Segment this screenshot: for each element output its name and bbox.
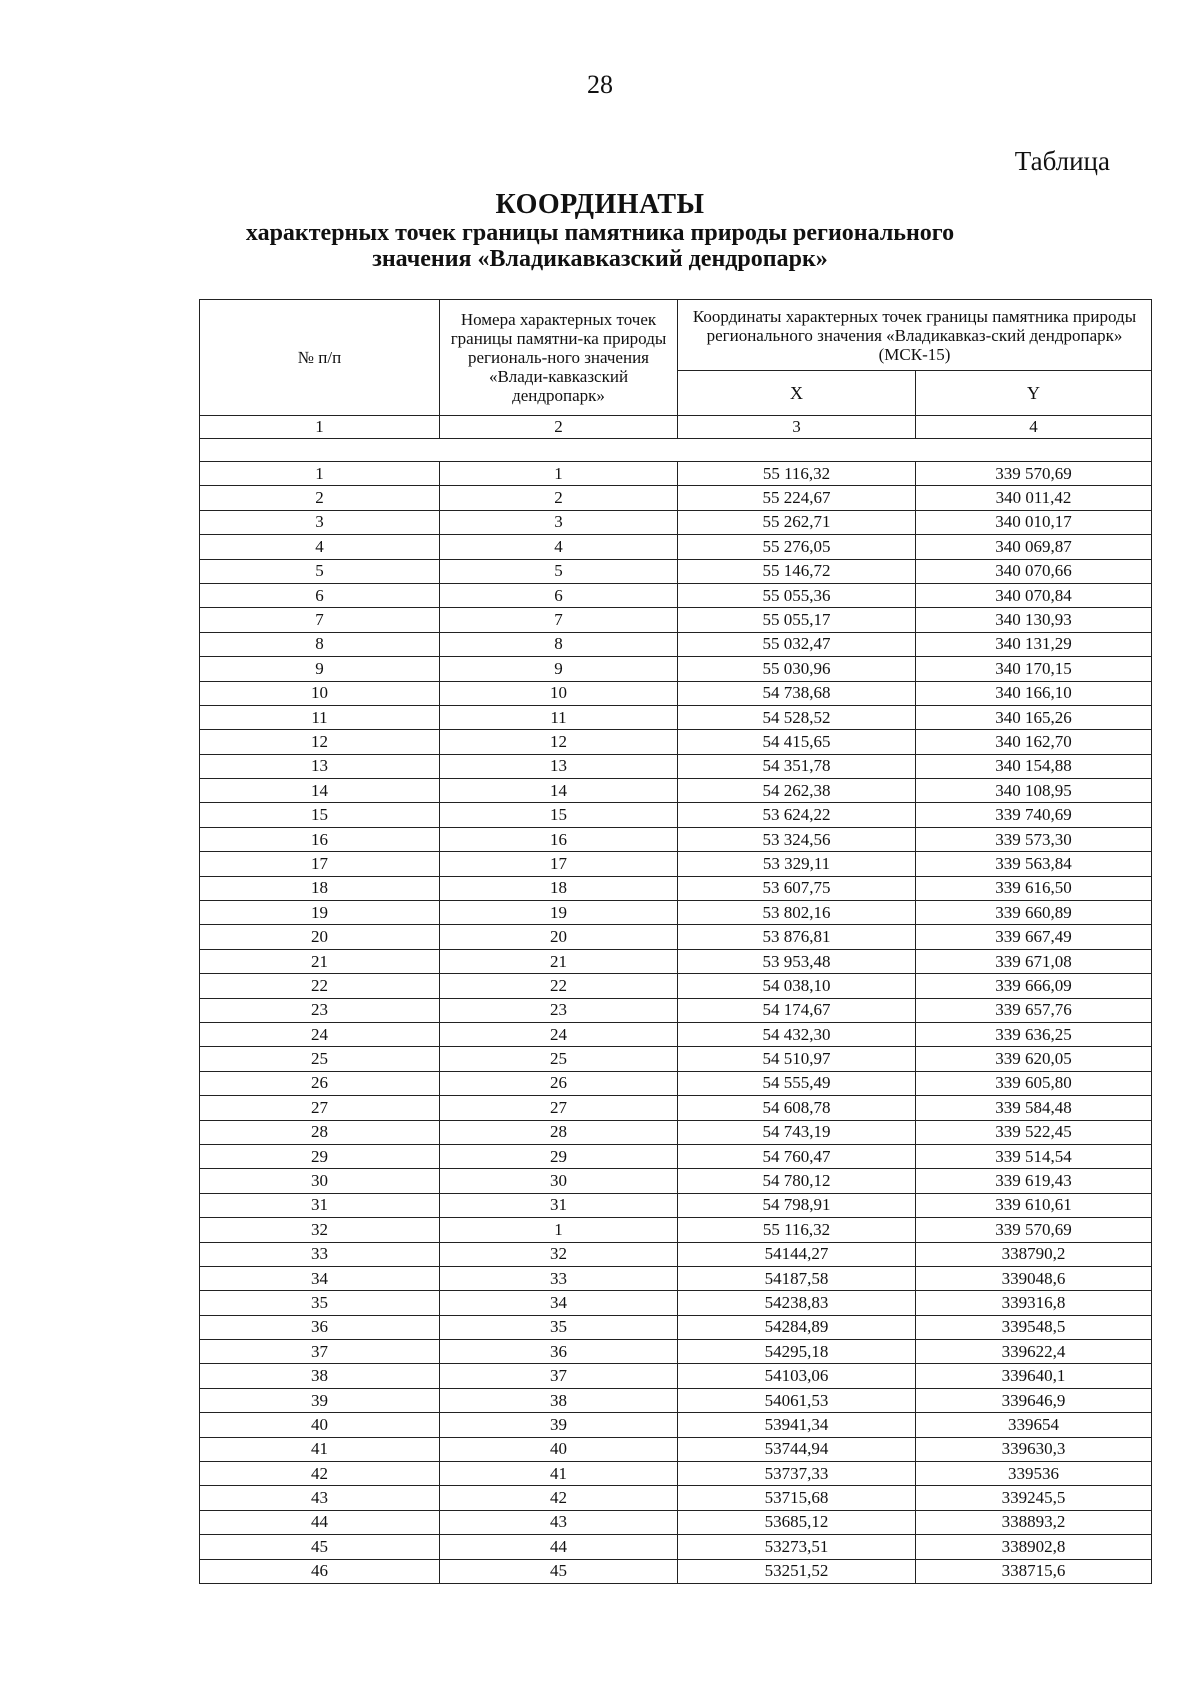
row-number-cell: 9 [200, 657, 440, 681]
row-number-cell: 43 [200, 1486, 440, 1510]
row-number-cell: 6 [200, 583, 440, 607]
table-row [200, 1071, 1152, 1095]
x-coordinate-cell: 55 116,32 [678, 462, 916, 486]
table-row [200, 1266, 1152, 1290]
y-coordinate-cell: 339 573,30 [916, 827, 1152, 851]
title-line-1: КООРДИНАТЫ [495, 189, 705, 220]
table-row [200, 1047, 1152, 1071]
table-row [200, 1559, 1152, 1583]
row-number-cell: 40 [200, 1413, 440, 1437]
row-number-cell: 12 [200, 730, 440, 754]
x-coordinate-cell: 53 953,48 [678, 949, 916, 973]
point-number-cell: 2 [440, 486, 678, 510]
header-point-number: Номера характерных точек границы памятни-ка природы региональ-ного значения «Влади-кавказский дендропарк» [440, 300, 678, 416]
title-line-3: значения «Владикавказский дендропарк» [372, 246, 828, 272]
table-row [200, 876, 1152, 900]
x-coordinate-cell: 53737,33 [678, 1462, 916, 1486]
y-coordinate-cell: 339646,9 [916, 1388, 1152, 1412]
table-row [200, 1437, 1152, 1461]
table-row [200, 1022, 1152, 1046]
point-number-cell: 45 [440, 1559, 678, 1583]
y-coordinate-cell: 339 616,50 [916, 876, 1152, 900]
y-coordinate-cell: 340 162,70 [916, 730, 1152, 754]
table-row [200, 1193, 1152, 1217]
table-row [200, 1144, 1152, 1168]
point-number-cell: 5 [440, 559, 678, 583]
table-row [200, 608, 1152, 632]
table-row [200, 949, 1152, 973]
x-coordinate-cell: 53 324,56 [678, 827, 916, 851]
x-coordinate-cell: 55 146,72 [678, 559, 916, 583]
x-coordinate-cell: 54 760,47 [678, 1144, 916, 1168]
point-number-cell: 39 [440, 1413, 678, 1437]
x-coordinate-cell: 53744,94 [678, 1437, 916, 1461]
point-number-cell: 15 [440, 803, 678, 827]
table-row [200, 1291, 1152, 1315]
row-number-cell: 11 [200, 705, 440, 729]
row-number-cell: 33 [200, 1242, 440, 1266]
x-coordinate-cell: 54295,18 [678, 1340, 916, 1364]
x-coordinate-cell: 53 607,75 [678, 876, 916, 900]
y-coordinate-cell: 340 166,10 [916, 681, 1152, 705]
point-number-cell: 36 [440, 1340, 678, 1364]
row-number-cell: 15 [200, 803, 440, 827]
point-number-cell: 9 [440, 657, 678, 681]
table-row [200, 1413, 1152, 1437]
table-row [200, 462, 1152, 486]
table-row [200, 1315, 1152, 1339]
y-coordinate-cell: 340 070,66 [916, 559, 1152, 583]
table-row [200, 1486, 1152, 1510]
y-coordinate-cell: 339048,6 [916, 1266, 1152, 1290]
x-coordinate-cell: 54 780,12 [678, 1169, 916, 1193]
y-coordinate-cell: 340 170,15 [916, 657, 1152, 681]
y-coordinate-cell: 339 570,69 [916, 1218, 1152, 1242]
table-row [200, 803, 1152, 827]
y-coordinate-cell: 339548,5 [916, 1315, 1152, 1339]
y-coordinate-cell: 339 660,89 [916, 901, 1152, 925]
coordinates-table [199, 299, 1152, 1584]
y-coordinate-cell: 339 522,45 [916, 1120, 1152, 1144]
y-coordinate-cell: 339 605,80 [916, 1071, 1152, 1095]
x-coordinate-cell: 53685,12 [678, 1510, 916, 1534]
x-coordinate-cell: 54 174,67 [678, 998, 916, 1022]
row-number-cell: 13 [200, 754, 440, 778]
x-coordinate-cell: 55 032,47 [678, 632, 916, 656]
y-coordinate-cell: 339 740,69 [916, 803, 1152, 827]
x-coordinate-cell: 55 055,17 [678, 608, 916, 632]
point-number-cell: 34 [440, 1291, 678, 1315]
point-number-cell: 41 [440, 1462, 678, 1486]
point-number-cell: 17 [440, 852, 678, 876]
x-coordinate-cell: 54 555,49 [678, 1071, 916, 1095]
y-coordinate-cell: 339622,4 [916, 1340, 1152, 1364]
table-row [200, 1340, 1152, 1364]
x-coordinate-cell: 54 798,91 [678, 1193, 916, 1217]
coordinates-table-body [200, 462, 1152, 1584]
point-number-cell: 32 [440, 1242, 678, 1266]
table-row [200, 705, 1152, 729]
x-coordinate-cell: 54284,89 [678, 1315, 916, 1339]
x-coordinate-cell: 54 415,65 [678, 730, 916, 754]
point-number-cell: 33 [440, 1266, 678, 1290]
x-coordinate-cell: 54 528,52 [678, 705, 916, 729]
row-number-cell: 20 [200, 925, 440, 949]
row-number-cell: 21 [200, 949, 440, 973]
point-number-cell: 16 [440, 827, 678, 851]
table-row [200, 754, 1152, 778]
table-row [200, 486, 1152, 510]
point-number-cell: 25 [440, 1047, 678, 1071]
y-coordinate-cell: 339 636,25 [916, 1022, 1152, 1046]
y-coordinate-cell: 340 010,17 [916, 510, 1152, 534]
row-number-cell: 27 [200, 1096, 440, 1120]
x-coordinate-cell: 53273,51 [678, 1535, 916, 1559]
point-number-cell: 10 [440, 681, 678, 705]
point-number-cell: 14 [440, 779, 678, 803]
table-row [200, 998, 1152, 1022]
y-coordinate-cell: 339 667,49 [916, 925, 1152, 949]
point-number-cell: 23 [440, 998, 678, 1022]
table-row [200, 1120, 1152, 1144]
row-number-cell: 17 [200, 852, 440, 876]
table-label: Таблица [1014, 146, 1110, 176]
row-number-cell: 7 [200, 608, 440, 632]
table-row [200, 1535, 1152, 1559]
row-number-cell: 29 [200, 1144, 440, 1168]
row-number-cell: 22 [200, 974, 440, 998]
table-row [200, 583, 1152, 607]
column-number: 1 [200, 416, 440, 439]
y-coordinate-cell: 339640,1 [916, 1364, 1152, 1388]
table-row [200, 1169, 1152, 1193]
header-x: X [678, 371, 916, 416]
x-coordinate-cell: 54061,53 [678, 1388, 916, 1412]
table-row [200, 657, 1152, 681]
y-coordinate-cell: 339316,8 [916, 1291, 1152, 1315]
y-coordinate-cell: 339 620,05 [916, 1047, 1152, 1071]
y-coordinate-cell: 338715,6 [916, 1559, 1152, 1583]
y-coordinate-cell: 339 570,69 [916, 462, 1152, 486]
table-row [200, 901, 1152, 925]
x-coordinate-cell: 54 262,38 [678, 779, 916, 803]
point-number-cell: 12 [440, 730, 678, 754]
table-row [200, 632, 1152, 656]
point-number-cell: 4 [440, 535, 678, 559]
row-number-cell: 16 [200, 827, 440, 851]
point-number-cell: 21 [440, 949, 678, 973]
y-coordinate-cell: 339 619,43 [916, 1169, 1152, 1193]
row-number-cell: 36 [200, 1315, 440, 1339]
y-coordinate-cell: 339 671,08 [916, 949, 1152, 973]
blank-separator-row [200, 439, 1152, 462]
row-number-cell: 42 [200, 1462, 440, 1486]
row-number-cell: 24 [200, 1022, 440, 1046]
point-number-cell: 38 [440, 1388, 678, 1412]
x-coordinate-cell: 54 351,78 [678, 754, 916, 778]
document-title [0, 190, 1200, 272]
row-number-cell: 10 [200, 681, 440, 705]
row-number-cell: 28 [200, 1120, 440, 1144]
x-coordinate-cell: 54238,83 [678, 1291, 916, 1315]
x-coordinate-cell: 54 510,97 [678, 1047, 916, 1071]
x-coordinate-cell: 54 432,30 [678, 1022, 916, 1046]
y-coordinate-cell: 339536 [916, 1462, 1152, 1486]
y-coordinate-cell: 339 610,61 [916, 1193, 1152, 1217]
table-row [200, 681, 1152, 705]
y-coordinate-cell: 339 563,84 [916, 852, 1152, 876]
point-number-cell: 30 [440, 1169, 678, 1193]
header-coordinates: Координаты характерных точек границы памятника природы регионального значения «Владикавказ-ский дендропарк» (МСК-15) [678, 300, 1152, 371]
point-number-cell: 31 [440, 1193, 678, 1217]
row-number-cell: 41 [200, 1437, 440, 1461]
row-number-cell: 19 [200, 901, 440, 925]
row-number-cell: 46 [200, 1559, 440, 1583]
row-number-cell: 31 [200, 1193, 440, 1217]
x-coordinate-cell: 54 608,78 [678, 1096, 916, 1120]
y-coordinate-cell: 340 131,29 [916, 632, 1152, 656]
point-number-cell: 24 [440, 1022, 678, 1046]
y-coordinate-cell: 340 165,26 [916, 705, 1152, 729]
row-number-cell: 5 [200, 559, 440, 583]
x-coordinate-cell: 55 224,67 [678, 486, 916, 510]
y-coordinate-cell: 340 108,95 [916, 779, 1152, 803]
point-number-cell: 18 [440, 876, 678, 900]
y-coordinate-cell: 339 514,54 [916, 1144, 1152, 1168]
point-number-cell: 35 [440, 1315, 678, 1339]
x-coordinate-cell: 53 802,16 [678, 901, 916, 925]
y-coordinate-cell: 339 657,76 [916, 998, 1152, 1022]
header-row-number: № п/п [200, 300, 440, 416]
y-coordinate-cell: 338893,2 [916, 1510, 1152, 1534]
y-coordinate-cell: 340 011,42 [916, 486, 1152, 510]
row-number-cell: 35 [200, 1291, 440, 1315]
table-row [200, 1096, 1152, 1120]
table-row [200, 1242, 1152, 1266]
x-coordinate-cell: 55 116,32 [678, 1218, 916, 1242]
row-number-cell: 2 [200, 486, 440, 510]
point-number-cell: 1 [440, 1218, 678, 1242]
x-coordinate-cell: 53941,34 [678, 1413, 916, 1437]
table-row [200, 1388, 1152, 1412]
row-number-cell: 44 [200, 1510, 440, 1534]
x-coordinate-cell: 54 738,68 [678, 681, 916, 705]
point-number-cell: 20 [440, 925, 678, 949]
y-coordinate-cell: 340 069,87 [916, 535, 1152, 559]
row-number-cell: 26 [200, 1071, 440, 1095]
y-coordinate-cell: 340 130,93 [916, 608, 1152, 632]
x-coordinate-cell: 54144,27 [678, 1242, 916, 1266]
point-number-cell: 28 [440, 1120, 678, 1144]
point-number-cell: 29 [440, 1144, 678, 1168]
x-coordinate-cell: 53 329,11 [678, 852, 916, 876]
table-row [200, 730, 1152, 754]
x-coordinate-cell: 54 743,19 [678, 1120, 916, 1144]
point-number-cell: 13 [440, 754, 678, 778]
x-coordinate-cell: 54 038,10 [678, 974, 916, 998]
x-coordinate-cell: 55 276,05 [678, 535, 916, 559]
point-number-cell: 6 [440, 583, 678, 607]
y-coordinate-cell: 338790,2 [916, 1242, 1152, 1266]
table-row [200, 1462, 1152, 1486]
row-number-cell: 14 [200, 779, 440, 803]
y-coordinate-cell: 338902,8 [916, 1535, 1152, 1559]
point-number-cell: 27 [440, 1096, 678, 1120]
point-number-cell: 8 [440, 632, 678, 656]
table-row [200, 827, 1152, 851]
table-row [200, 510, 1152, 534]
x-coordinate-cell: 55 262,71 [678, 510, 916, 534]
y-coordinate-cell: 340 154,88 [916, 754, 1152, 778]
point-number-cell: 1 [440, 462, 678, 486]
row-number-cell: 30 [200, 1169, 440, 1193]
point-number-cell: 11 [440, 705, 678, 729]
point-number-cell: 3 [440, 510, 678, 534]
x-coordinate-cell: 55 055,36 [678, 583, 916, 607]
table-row [200, 535, 1152, 559]
table-row [200, 779, 1152, 803]
y-coordinate-cell: 339 666,09 [916, 974, 1152, 998]
y-coordinate-cell: 340 070,84 [916, 583, 1152, 607]
y-coordinate-cell: 339654 [916, 1413, 1152, 1437]
row-number-cell: 25 [200, 1047, 440, 1071]
table-row [200, 925, 1152, 949]
x-coordinate-cell: 53715,68 [678, 1486, 916, 1510]
column-number: 4 [916, 416, 1152, 439]
table-row [200, 852, 1152, 876]
y-coordinate-cell: 339 584,48 [916, 1096, 1152, 1120]
column-number: 3 [678, 416, 916, 439]
y-coordinate-cell: 339245,5 [916, 1486, 1152, 1510]
table-row [200, 974, 1152, 998]
point-number-cell: 7 [440, 608, 678, 632]
page-number: 28 [587, 70, 613, 99]
x-coordinate-cell: 54187,58 [678, 1266, 916, 1290]
x-coordinate-cell: 53 876,81 [678, 925, 916, 949]
row-number-cell: 1 [200, 462, 440, 486]
point-number-cell: 26 [440, 1071, 678, 1095]
point-number-cell: 37 [440, 1364, 678, 1388]
y-coordinate-cell: 339630,3 [916, 1437, 1152, 1461]
point-number-cell: 42 [440, 1486, 678, 1510]
row-number-cell: 32 [200, 1218, 440, 1242]
header-y: Y [916, 371, 1152, 416]
table-row [200, 1364, 1152, 1388]
row-number-cell: 8 [200, 632, 440, 656]
row-number-cell: 4 [200, 535, 440, 559]
table-row [200, 1510, 1152, 1534]
point-number-cell: 22 [440, 974, 678, 998]
table-row [200, 1218, 1152, 1242]
x-coordinate-cell: 55 030,96 [678, 657, 916, 681]
row-number-cell: 38 [200, 1364, 440, 1388]
column-number: 2 [440, 416, 678, 439]
point-number-cell: 40 [440, 1437, 678, 1461]
x-coordinate-cell: 54103,06 [678, 1364, 916, 1388]
table-row [200, 559, 1152, 583]
title-line-2: характерных точек границы памятника природы регионального [245, 220, 955, 246]
row-number-cell: 39 [200, 1388, 440, 1412]
x-coordinate-cell: 53251,52 [678, 1559, 916, 1583]
row-number-cell: 23 [200, 998, 440, 1022]
point-number-cell: 19 [440, 901, 678, 925]
point-number-cell: 44 [440, 1535, 678, 1559]
row-number-cell: 34 [200, 1266, 440, 1290]
row-number-cell: 3 [200, 510, 440, 534]
point-number-cell: 43 [440, 1510, 678, 1534]
row-number-cell: 18 [200, 876, 440, 900]
row-number-cell: 45 [200, 1535, 440, 1559]
row-number-cell: 37 [200, 1340, 440, 1364]
x-coordinate-cell: 53 624,22 [678, 803, 916, 827]
